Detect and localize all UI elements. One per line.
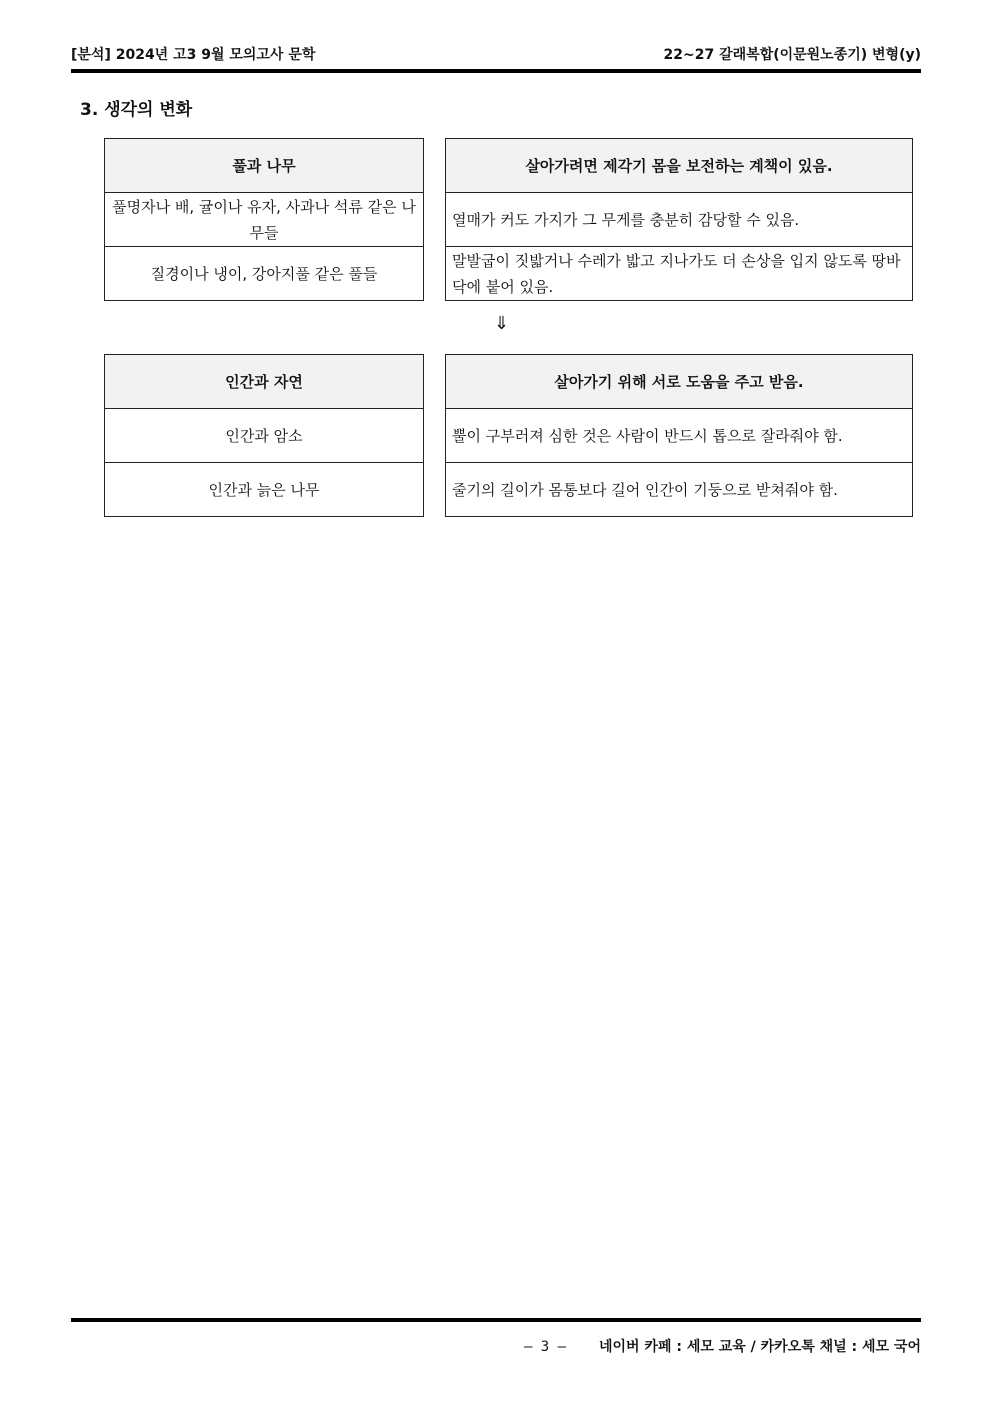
upper-left-table <box>104 138 424 301</box>
table-cell: 뿔이 구부러져 심한 것은 사람이 반드시 톱으로 잘라줘야 함. <box>446 409 913 463</box>
header-left-title: [분석] 2024년 고3 9월 모의고사 문학 <box>71 47 316 63</box>
table-head: 살아가려면 제각기 몸을 보전하는 계책이 있음. <box>446 139 913 193</box>
table-cell: 인간과 암소 <box>105 409 424 463</box>
header-divider <box>71 69 921 73</box>
table-cell: 질경이나 냉이, 강아지풀 같은 풀들 <box>105 247 424 301</box>
page-number: – 3 – <box>523 1339 567 1355</box>
table-cell: 말발굽이 짓밟거나 수레가 밟고 지나가도 더 손상을 입지 않도록 땅바닥에 붙어 있음. <box>446 247 913 301</box>
table-cell: 줄기의 길이가 몸통보다 길어 인간이 기둥으로 받쳐줘야 함. <box>446 463 913 517</box>
table-cell: 풀명자나 배, 귤이나 유자, 사과나 석류 같은 나무들 <box>105 193 424 247</box>
table-head: 풀과 나무 <box>105 139 424 193</box>
lower-right-table <box>445 354 913 517</box>
header-right-title: 22~27 갈래복합(이문원노종기) 변형(y) <box>663 47 921 63</box>
footer-text: 네이버 카페 : 세모 교육 / 카카오톡 채널 : 세모 국어 <box>598 1339 921 1355</box>
table-cell: 열매가 커도 가지가 그 무게를 충분히 감당할 수 있음. <box>446 193 913 247</box>
table-head: 인간과 자연 <box>105 355 424 409</box>
section-title: 3. 생각의 변화 <box>80 100 193 120</box>
page-header <box>71 44 921 66</box>
table-head: 살아가기 위해 서로 도움을 주고 받음. <box>446 355 913 409</box>
page-footer <box>524 1336 921 1356</box>
lower-left-table <box>104 354 424 517</box>
table-cell: 인간과 늙은 나무 <box>105 463 424 517</box>
down-arrow-icon: ⇓ <box>494 313 510 334</box>
upper-right-table <box>445 138 913 301</box>
footer-divider <box>71 1318 921 1322</box>
